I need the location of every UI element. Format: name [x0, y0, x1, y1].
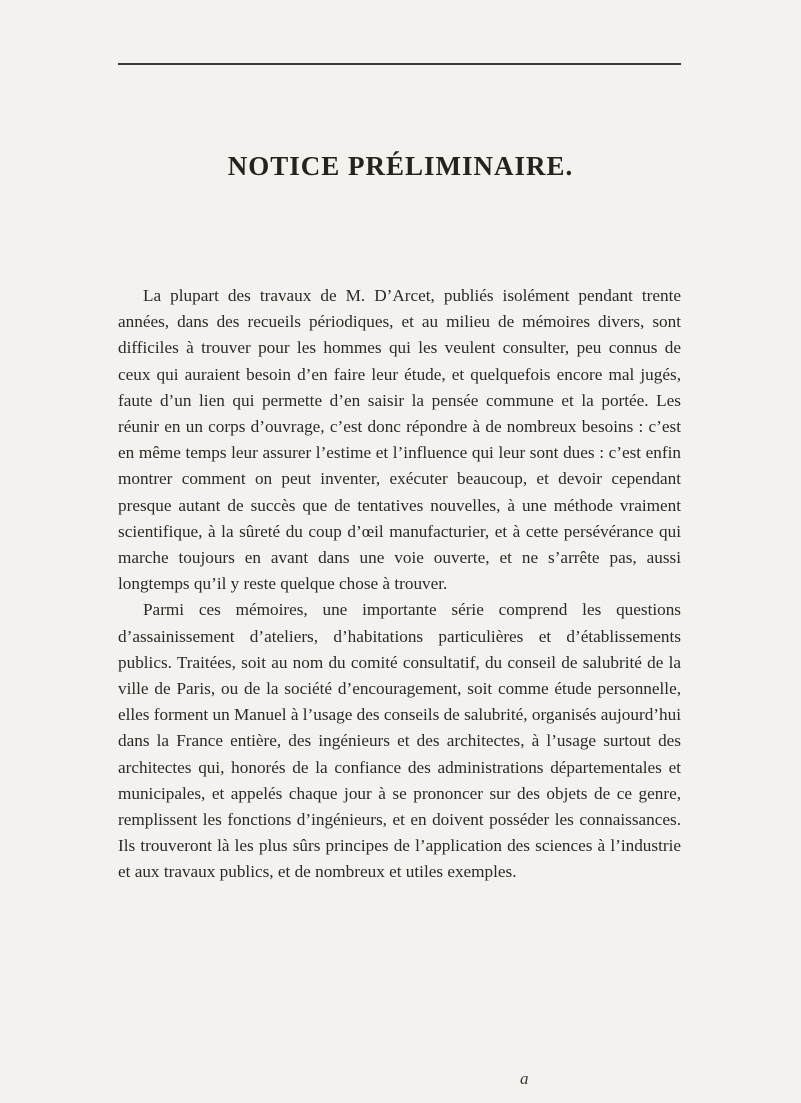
page-title: NOTICE PRÉLIMINAIRE.: [227, 151, 574, 181]
paragraph-1: La plupart des travaux de M. D’Arcet, publiés isolément pendant trente années, dans des recueils périodiques, et au milieu de mémoires divers, sont difficiles à trouver pour les hommes qui les veulent consulter, peu connus de ceux qui auraient besoin d’en faire leur étude, et quelquefois encore mal jugés, faute d’un lien qui permette d’en saisir la pensée commune et la portée. Les réunir en un corps d’ouvrage, c’est donc répondre à de nombreux besoins : c’est en même temps leur assurer l’estime et l’influence qui leur sont dues : c’est enfin montrer comment on peut inventer, exécuter beaucoup, et devoir cependant presque autant de succès que de tentatives nouvelles, à une méthode vraiment scientifique, à la sûreté du coup d’œil manufacturier, et à cette persévérance qui marche toujours en avant dans une voie ouverte, et ne s’arrête pas, aussi longtemps qu’il y reste quelque chose à trouver.: [118, 286, 681, 594]
signature-mark: a: [520, 1069, 529, 1088]
body-text: [118, 283, 681, 886]
top-rule: [118, 63, 681, 65]
paragraph-2: Parmi ces mémoires, une importante série comprend les questions d’assainissement d’ateliers, d’habitations particulières et d’établissements publics. Traitées, soit au nom du comité consultatif, du conseil de salubrité de la ville de Paris, ou de la société d’encouragement, soit comme étude personnelle, elles forment un Manuel à l’usage des conseils de salubrité, organisés aujourd’hui dans la France entière, des ingénieurs et des architectes, à l’usage surtout des architectes qui, honorés de la confiance des administrations départementales et municipales, et appelés chaque jour à se prononcer sur des objets de ce genre, remplissent les fonctions d’ingénieurs, et en doivent posséder les connaissances. Ils trouveront là les plus sûrs principes de l’application des sciences à l’industrie et aux travaux publics, et de nombreux et utiles exemples.: [118, 600, 681, 882]
